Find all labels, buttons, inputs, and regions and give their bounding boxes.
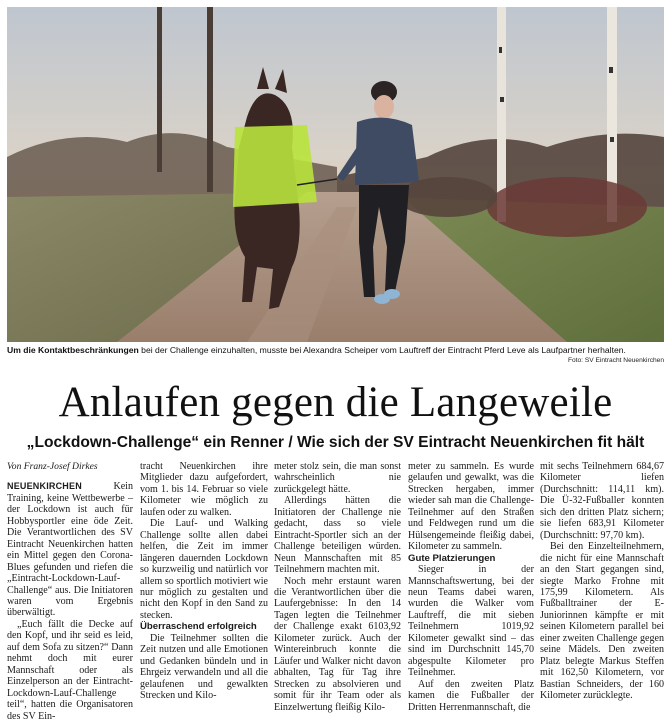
- byline: Von Franz-Josef Dirkes: [7, 461, 98, 472]
- paragraph: meter stolz sein, die man sonst wahrscheinlich nie zurückgelegt hätte.: [274, 461, 401, 495]
- caption-lead: Um die Kontaktbeschränkungen: [7, 345, 139, 355]
- paragraph: tracht Neuenkirchen ihre Mitglieder dazu aufgefordert, vom 1. bis 14. Februar so viele Kilometer wie möglich zu laufen oder zu walken.: [140, 461, 268, 518]
- paragraph: Auf den zweiten Platz kamen die Fußballer der Dritten Herrenmannschaft, die: [408, 678, 534, 713]
- paragraph: Bei den Einzelteilnehmern, die nicht für eine Mannschaft an den Start gegangen sind, siegte Marko Frohne mit 175,99 Kilometern. Als Fußballtrainer der E-Juniorinnen kämpfte er mit seinen Kilometern parallel bei einer zweiten Challenge gegen seine Mädels. Den zweiten Platz belegte Markus Steffen mit 162,50 Kilometern, vor Bastian Schneiders, der 160 Kilometer zurücklegte.: [540, 541, 664, 702]
- article-photo: [7, 7, 664, 342]
- paragraph: „Euch fällt die Decke auf den Kopf, und ihr seid es leid, auf dem Sofa zu sitzen?“ Dann nehmt doch mit eurer Mannschaft oder als Einzelperson an der Eintracht-Lockdown-Lauf-Challenge teil“, hatten die Organisatoren des SV Ein-: [7, 618, 133, 722]
- article-column-1: [7, 461, 133, 722]
- photo-illustration: [7, 7, 664, 342]
- subheadline: „Lockdown-Challenge“ ein Renner / Wie sich der SV Eintracht Neuenkirchen fit hält: [26, 434, 645, 451]
- photo-credit: Foto: SV Eintracht Neuenkirchen: [567, 357, 664, 364]
- dateline: NEUENKIRCHEN: [7, 481, 82, 492]
- photo-caption: [7, 345, 664, 356]
- paragraph: Allerdings hätten die Initiatoren der Challenge nie gedacht, dass so viele Eintracht-Sportler sich an der Challenge beteiligen würden. Neun Mannschaften mit 85 Teilnehmern machten mit.: [274, 495, 401, 576]
- paragraph: Die Teilnehmer sollten die Zeit nutzen und alle Emotionen und Gedanken bündeln und in Ehrgeiz verwandeln und all die gelaufenen und gewalkten Strecken und Kilo-: [140, 632, 268, 702]
- caption-text: bei der Challenge einzuhalten, musste bei Alexandra Scheiper vom Lauftreff der Eintracht Pferd Leve als Laufpartner herhalten.: [138, 345, 626, 355]
- paragraph: Die Lauf- und Walking Challenge sollte allen dabei helfen, die Zeit im immer längeren dauernden Lockdown so kurzweilig und natürlich vor allem so sportlich motiviert wie nur möglich zu gestalten und nicht den Kopf in den Sand zu stecken.: [140, 518, 268, 621]
- section-subhead: Gute Platzierungen: [408, 552, 496, 564]
- paragraph: mit sechs Teilnehmern 684,67 Kilometer liefen (Durchschnitt: 114,11 km). Die Ü-32-Fußballer konnten sich den dritten Platz sichern; sie liefen 683,91 Kilometer (Durchschnitt: 97,70 km).: [540, 461, 664, 541]
- headline: Anlaufen gegen die Langeweile: [58, 379, 613, 426]
- paragraph: [7, 481, 133, 618]
- paragraph: Sieger in der Mannschaftswertung, bei der neun Teams dabei waren, wurden die Walker vom Lauftreff, die mit sieben Teilnehmern 1019,92 Kilometer gewalkt sind – das sind im Durchschnitt 145,70 abgespulte Kilometer pro Teilnehmer.: [408, 564, 534, 679]
- paragraph: meter zu sammeln. Es wurde gelaufen und gewalkt, was die Strecken hergaben, immer wieder sah man die Challenge-Teilnehmer auf den Straßen und Feldwegen rund um die Hülsengemeinde fleißig dabei, Kilometer zu sammeln.: [408, 461, 534, 553]
- article-column-3: [274, 461, 401, 713]
- paragraph-text: Kein Training, keine Wettbewerbe – der Lockdown ist auch für Hobbysportler eine öde Zeit. Die Verantwortlichen des SV Eintracht Neuenkirchen hatten ein Mittel gegen den Corona-Blues gefunden und riefen die „Eintracht-Lockdown-Lauf-Challenge“ aus. Die Initiatoren waren vom Ergebnis überwältigt.: [7, 481, 133, 619]
- article-column-2: [140, 461, 268, 702]
- article-column-5: [540, 461, 664, 702]
- section-subhead: Überraschend erfolgreich: [140, 621, 257, 633]
- paragraph: Noch mehr erstaunt waren die Verantwortlichen über die Laufergebnisse: In den 14 Tagen legten die Teilnehmer der Challenge exakt 6103,92 Kilometer zurück. Auch der Wintereinbruch konnte die Läufer und Walker nicht davon abhalten, Tag für Tag ihre Strecken zu absolvieren und somit für ihr Team oder als Einzelwertung fleißig Kilo-: [274, 575, 401, 713]
- article-column-4: [408, 461, 534, 713]
